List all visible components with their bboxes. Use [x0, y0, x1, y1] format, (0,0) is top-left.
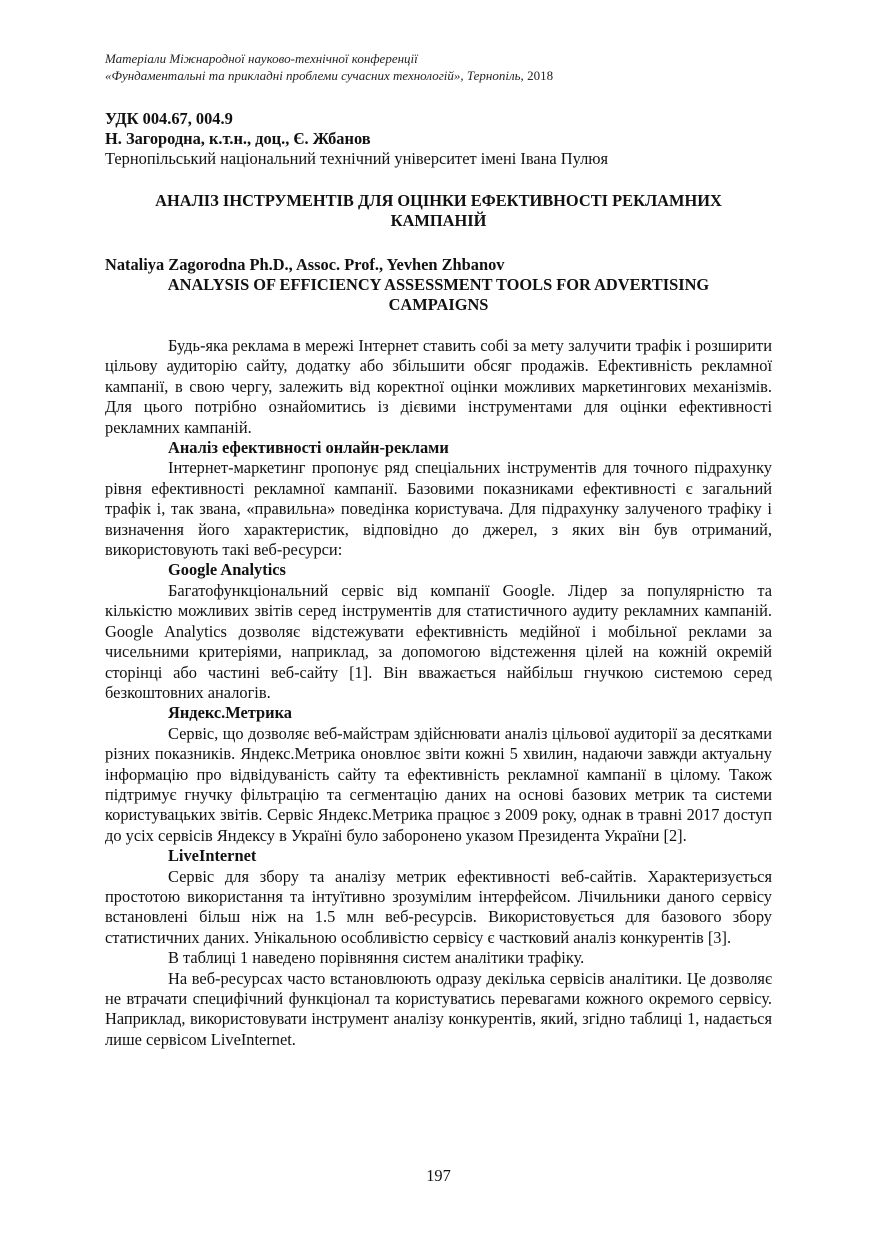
- conference-name: «Фундаментальні та прикладні проблеми сучасних технологій», Тернопіль,: [105, 68, 524, 83]
- paragraph: Будь-яка реклама в мережі Інтернет ставить собі за мету залучити трафік і розширити цільову аудиторію сайту, додатку або збільшити обсяг продажів. Ефективність рекламної кампанії, в свою чергу, залежить від коректної оцінки можливих маркетингових механізмів. Для цього потрібно ознайомитись із дієвими інструментами для оцінки ефективності рекламних кампаній.: [105, 336, 772, 437]
- authors-ua: Н. Загородна, к.т.н., доц., Є. Жбанов: [105, 129, 371, 148]
- conference-line-2: [105, 67, 772, 84]
- authors-en: Nataliya Zagorodna Ph.D., Assoc. Prof., Yevhen Zhbanov: [105, 255, 505, 274]
- conference-header: [105, 50, 772, 84]
- conference-line-1: Матеріали Міжнародної науково-технічної конференції: [105, 51, 418, 66]
- conference-year: 2018: [523, 68, 554, 83]
- university: Тернопільський національний технічний університет імені Івана Пулюя: [105, 149, 609, 168]
- body-text: [105, 336, 772, 1050]
- page-number: 197: [426, 1166, 451, 1185]
- udc-code: УДК 004.67, 004.9: [105, 109, 233, 128]
- page-content: [105, 50, 772, 1050]
- paragraph: Сервіс, що дозволяє веб-майстрам здійснювати аналіз цільової аудиторії за десятками різних показників. Яндекс.Метрика оновлює звіти кожні 5 хвилин, надаючи завжди актуальну інформацію про відвідуваність сайту та ефективність рекламної кампанії в цілому. Також підтримує гнучку фільтрацію та сегментацію даних на основі базових метрик та системи користувацьких звітів. Сервіс Яндекс.Метрика працює з 2009 року, однак в травні 2017 доступ до усіх сервісів Яндексу в Україні було заборонено указом Президента України [2].: [105, 723, 772, 845]
- paper-title-en: ANALYSIS OF EFFICIENCY ASSESSMENT TOOLS FOR ADVERTISING CAMPAIGNS: [167, 275, 710, 314]
- paragraph: Інтернет-маркетинг пропонує ряд спеціальних інструментів для точного підрахунку рівня ефективності рекламної кампанії. Базовими показниками ефективності є загальний трафік і, так звана, «правильна» поведінка користувача. Для підрахунку залученого трафіку і визначення його характеристик, відповідно до джерел, з яких він був отриманий, використовують такі веб-ресурси:: [105, 458, 772, 560]
- paper-title-ua: АНАЛІЗ ІНСТРУМЕНТІВ ДЛЯ ОЦІНКИ ЕФЕКТИВНОСТІ РЕКЛАМНИХ КАМПАНІЙ: [155, 191, 722, 230]
- section-heading: Аналіз ефективності онлайн-реклами: [168, 438, 449, 458]
- section-heading: Яндекс.Метрика: [168, 703, 292, 723]
- paragraph: В таблиці 1 наведено порівняння систем аналітики трафіку.: [168, 948, 585, 968]
- paragraph: На веб-ресурсах часто встановлюють одразу декілька сервісів аналітики. Це дозволяє не втрачати специфічний функціонал та користуватись перевагами кожного окремого сервісу. Наприклад, використовувати інструмент аналізу конкурентів, який, згідно таблиці 1, надається лише сервісом LiveInternet.: [105, 968, 772, 1049]
- paragraph: Сервіс для збору та аналізу метрик ефективності веб-сайтів. Характеризується простотою використання та інтуїтивно зрозумілим інтерфейсом. Лічильники даного сервісу встановлені більш ніж на 1.5 млн веб-ресурсів. Використовується для базового збору статистичних даних. Унікальною особливістю сервісу є частковий аналіз конкурентів [3].: [105, 866, 772, 947]
- section-heading: LiveInternet: [168, 846, 257, 866]
- section-heading: Google Analytics: [168, 560, 286, 580]
- paragraph: Багатофункціональний сервіс від компанії Google. Лідер за популярністю та кількістю можливих звітів серед інструментів для статистичного аудиту рекламних кампаній. Google Analytics дозволяє відстежувати ефективність медійної і мобільної реклами за чисельними критеріями, наприклад, за допомогою відстеження цілей на кожній окремій сторінці або частині веб-сайту [1]. Він вважається найбільш гнучкою системою серед безкоштовних аналогів.: [105, 580, 772, 702]
